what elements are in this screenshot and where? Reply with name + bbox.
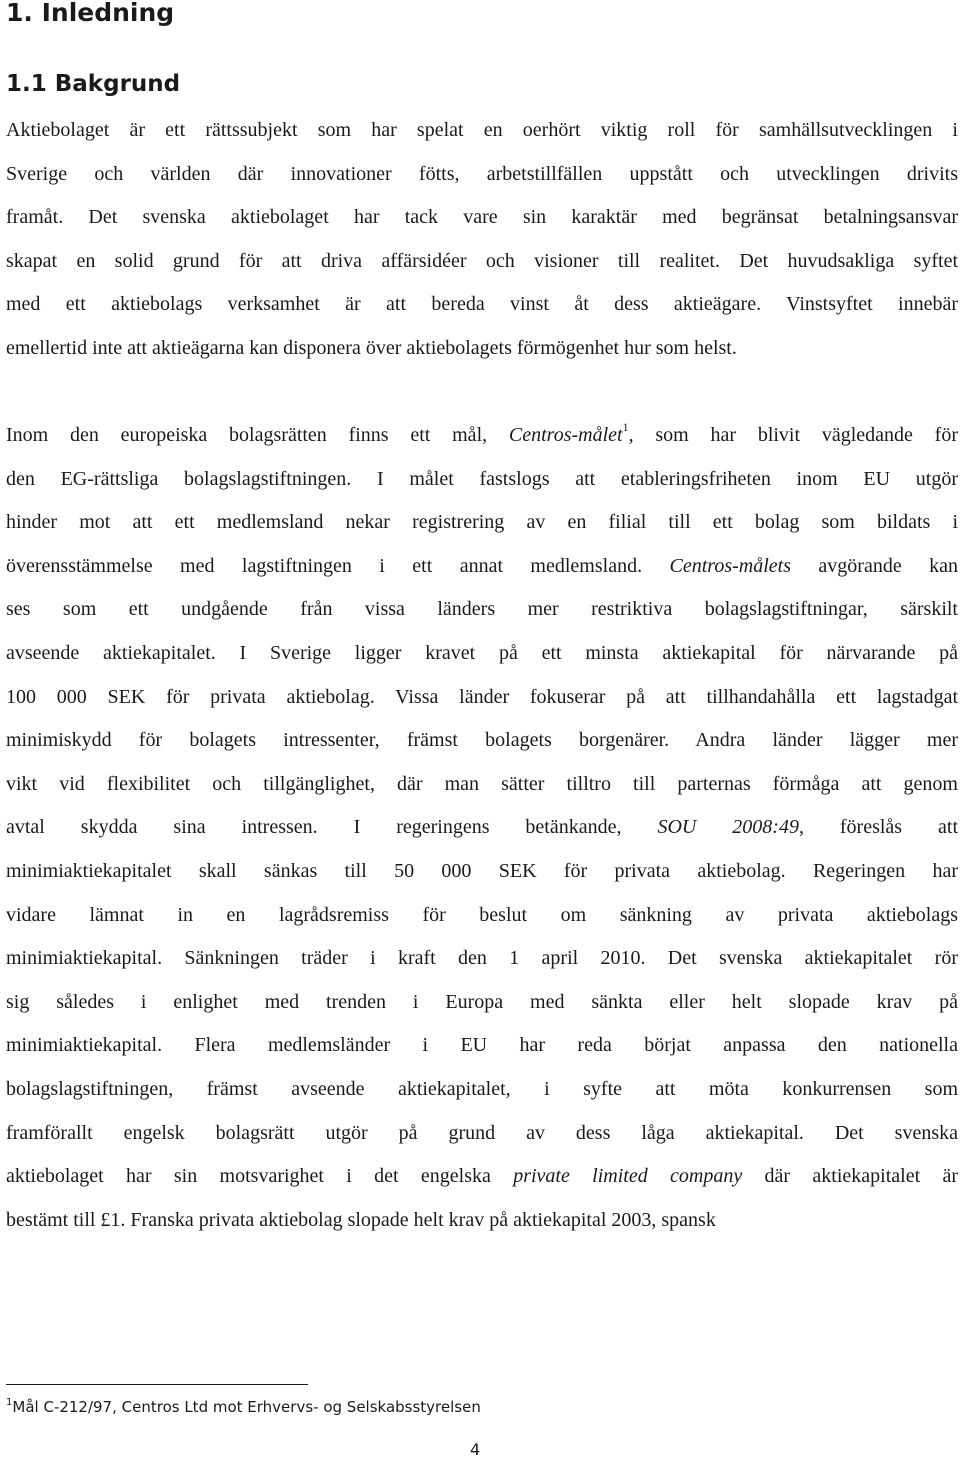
text-run: överensstämmelse med lagstiftningen i ett annat medlemsland.: [6, 554, 670, 577]
text-run: avtal skydda sina intressen. I regeringens betänkande,: [6, 816, 658, 839]
term-italic: private limited company: [513, 1165, 743, 1188]
report-name-italic: SOU 2008:49: [657, 816, 799, 839]
page-number: 4: [470, 1440, 481, 1459]
paragraph-line: 100 000 SEK för privata aktiebolag. Vissa länder fokuserar på att tillhandahålla ett lagstadgat: [6, 685, 958, 708]
paragraph-line: avseende aktiekapitalet. I Sverige ligger kravet på ett minsta aktiekapital för närvarande på: [6, 641, 958, 664]
case-name-italic: Centros-målet: [508, 424, 623, 446]
text-run: aktiebolaget har sin motsvarighet i det engelska: [6, 1165, 514, 1188]
text-run: , som har blivit vägledande för: [628, 424, 958, 446]
text-run: avgörande kan: [790, 554, 958, 577]
section-heading: 1.1 Bakgrund: [6, 71, 181, 97]
footnote-text: Mål C-212/97, Centros Ltd mot Erhvervs- og Selskabsstyrelsen: [12, 1398, 481, 1416]
paragraph-line: framförallt engelsk bolagsrätt utgör på grund av dess låga aktiekapital. Det svenska: [6, 1121, 958, 1144]
paragraph-line: [6, 1155, 958, 1199]
footnote-number: 1: [6, 1397, 13, 1408]
paragraph-line: bolagslagstiftningen, främst avseende aktiekapitalet, i syfte att möta konkurrensen som: [6, 1077, 958, 1100]
paragraph-line: skapat en solid grund för att driva affärsidéer och visioner till realitet. Det huvudsakliga syftet: [6, 249, 958, 272]
paragraph-background: [6, 109, 958, 371]
paragraph-line: minimiaktiekapital. Flera medlemsländer i EU har reda börjat anpassa den nationella: [6, 1034, 958, 1057]
case-name-italic: Centros-målets: [669, 554, 791, 577]
chapter-heading: 1. Inledning: [6, 0, 175, 27]
paragraph-line: minimiskydd för bolagets intressenter, främst bolagets borgenärer. Andra länder lägger mer: [6, 729, 958, 752]
paragraph-line: med ett aktiebolags verksamhet är att bereda vinst åt dess aktieägare. Vinstsyftet innebär: [6, 293, 958, 316]
text-run: där aktiekapitalet är: [742, 1165, 958, 1188]
paragraph-line: framåt. Det svenska aktiebolaget har tack vare sin karaktär med begränsat betalningsansvar: [6, 206, 958, 229]
paragraph-line: [6, 414, 958, 458]
paragraph-line: sig således i enlighet med trenden i Europa med sänkta eller helt slopade krav på: [6, 990, 958, 1013]
paragraph-line: den EG-rättsliga bolagslagstiftningen. I målet fastslogs att etableringsfriheten inom EU utgör: [6, 467, 958, 490]
paragraph-line: minimiaktiekapitalet skall sänkas till 50 000 SEK för privata aktiebolag. Regeringen har: [6, 859, 958, 882]
text-run: , föreslås att: [798, 816, 959, 839]
footnote: [6, 1390, 481, 1424]
paragraph-line: [6, 806, 958, 850]
paragraph-line: hinder mot att ett medlemsland nekar registrering av en filial till ett bolag som bildats i: [6, 511, 958, 534]
paragraph-line: Sverige och världen där innovationer fötts, arbetstillfällen uppstått och utvecklingen drivits: [6, 162, 958, 185]
paragraph-centros: [6, 414, 958, 1242]
footnote-reference[interactable]: 1: [622, 420, 629, 434]
paragraph-line: [6, 545, 958, 589]
paragraph-line: bestämt till £1. Franska privata aktiebolag slopade helt krav på aktiekapital 2003, spansk: [6, 1208, 716, 1231]
paragraph-line: emellertid inte att aktieägarna kan disponera över aktiebolagets förmögenhet hur som helst.: [6, 336, 737, 359]
paragraph-line: vidare lämnat in en lagrådsremiss för beslut om sänkning av privata aktiebolags: [6, 903, 958, 926]
paragraph-line: ses som ett undgående från vissa länders mer restriktiva bolagslagstiftningar, särskilt: [6, 598, 958, 621]
footnote-separator: [6, 1384, 308, 1385]
text-run: Inom den europeiska bolagsrätten finns ett mål,: [6, 424, 509, 446]
paragraph-line: vikt vid flexibilitet och tillgänglighet, där man sätter tilltro till parternas förmåga att genom: [6, 772, 958, 795]
paragraph-line: Aktiebolaget är ett rättssubjekt som har spelat en oerhört viktig roll för samhällsutvecklingen i: [6, 119, 958, 141]
paragraph-line: minimiaktiekapital. Sänkningen träder i kraft den 1 april 2010. Det svenska aktiekapitalet rör: [6, 947, 958, 970]
